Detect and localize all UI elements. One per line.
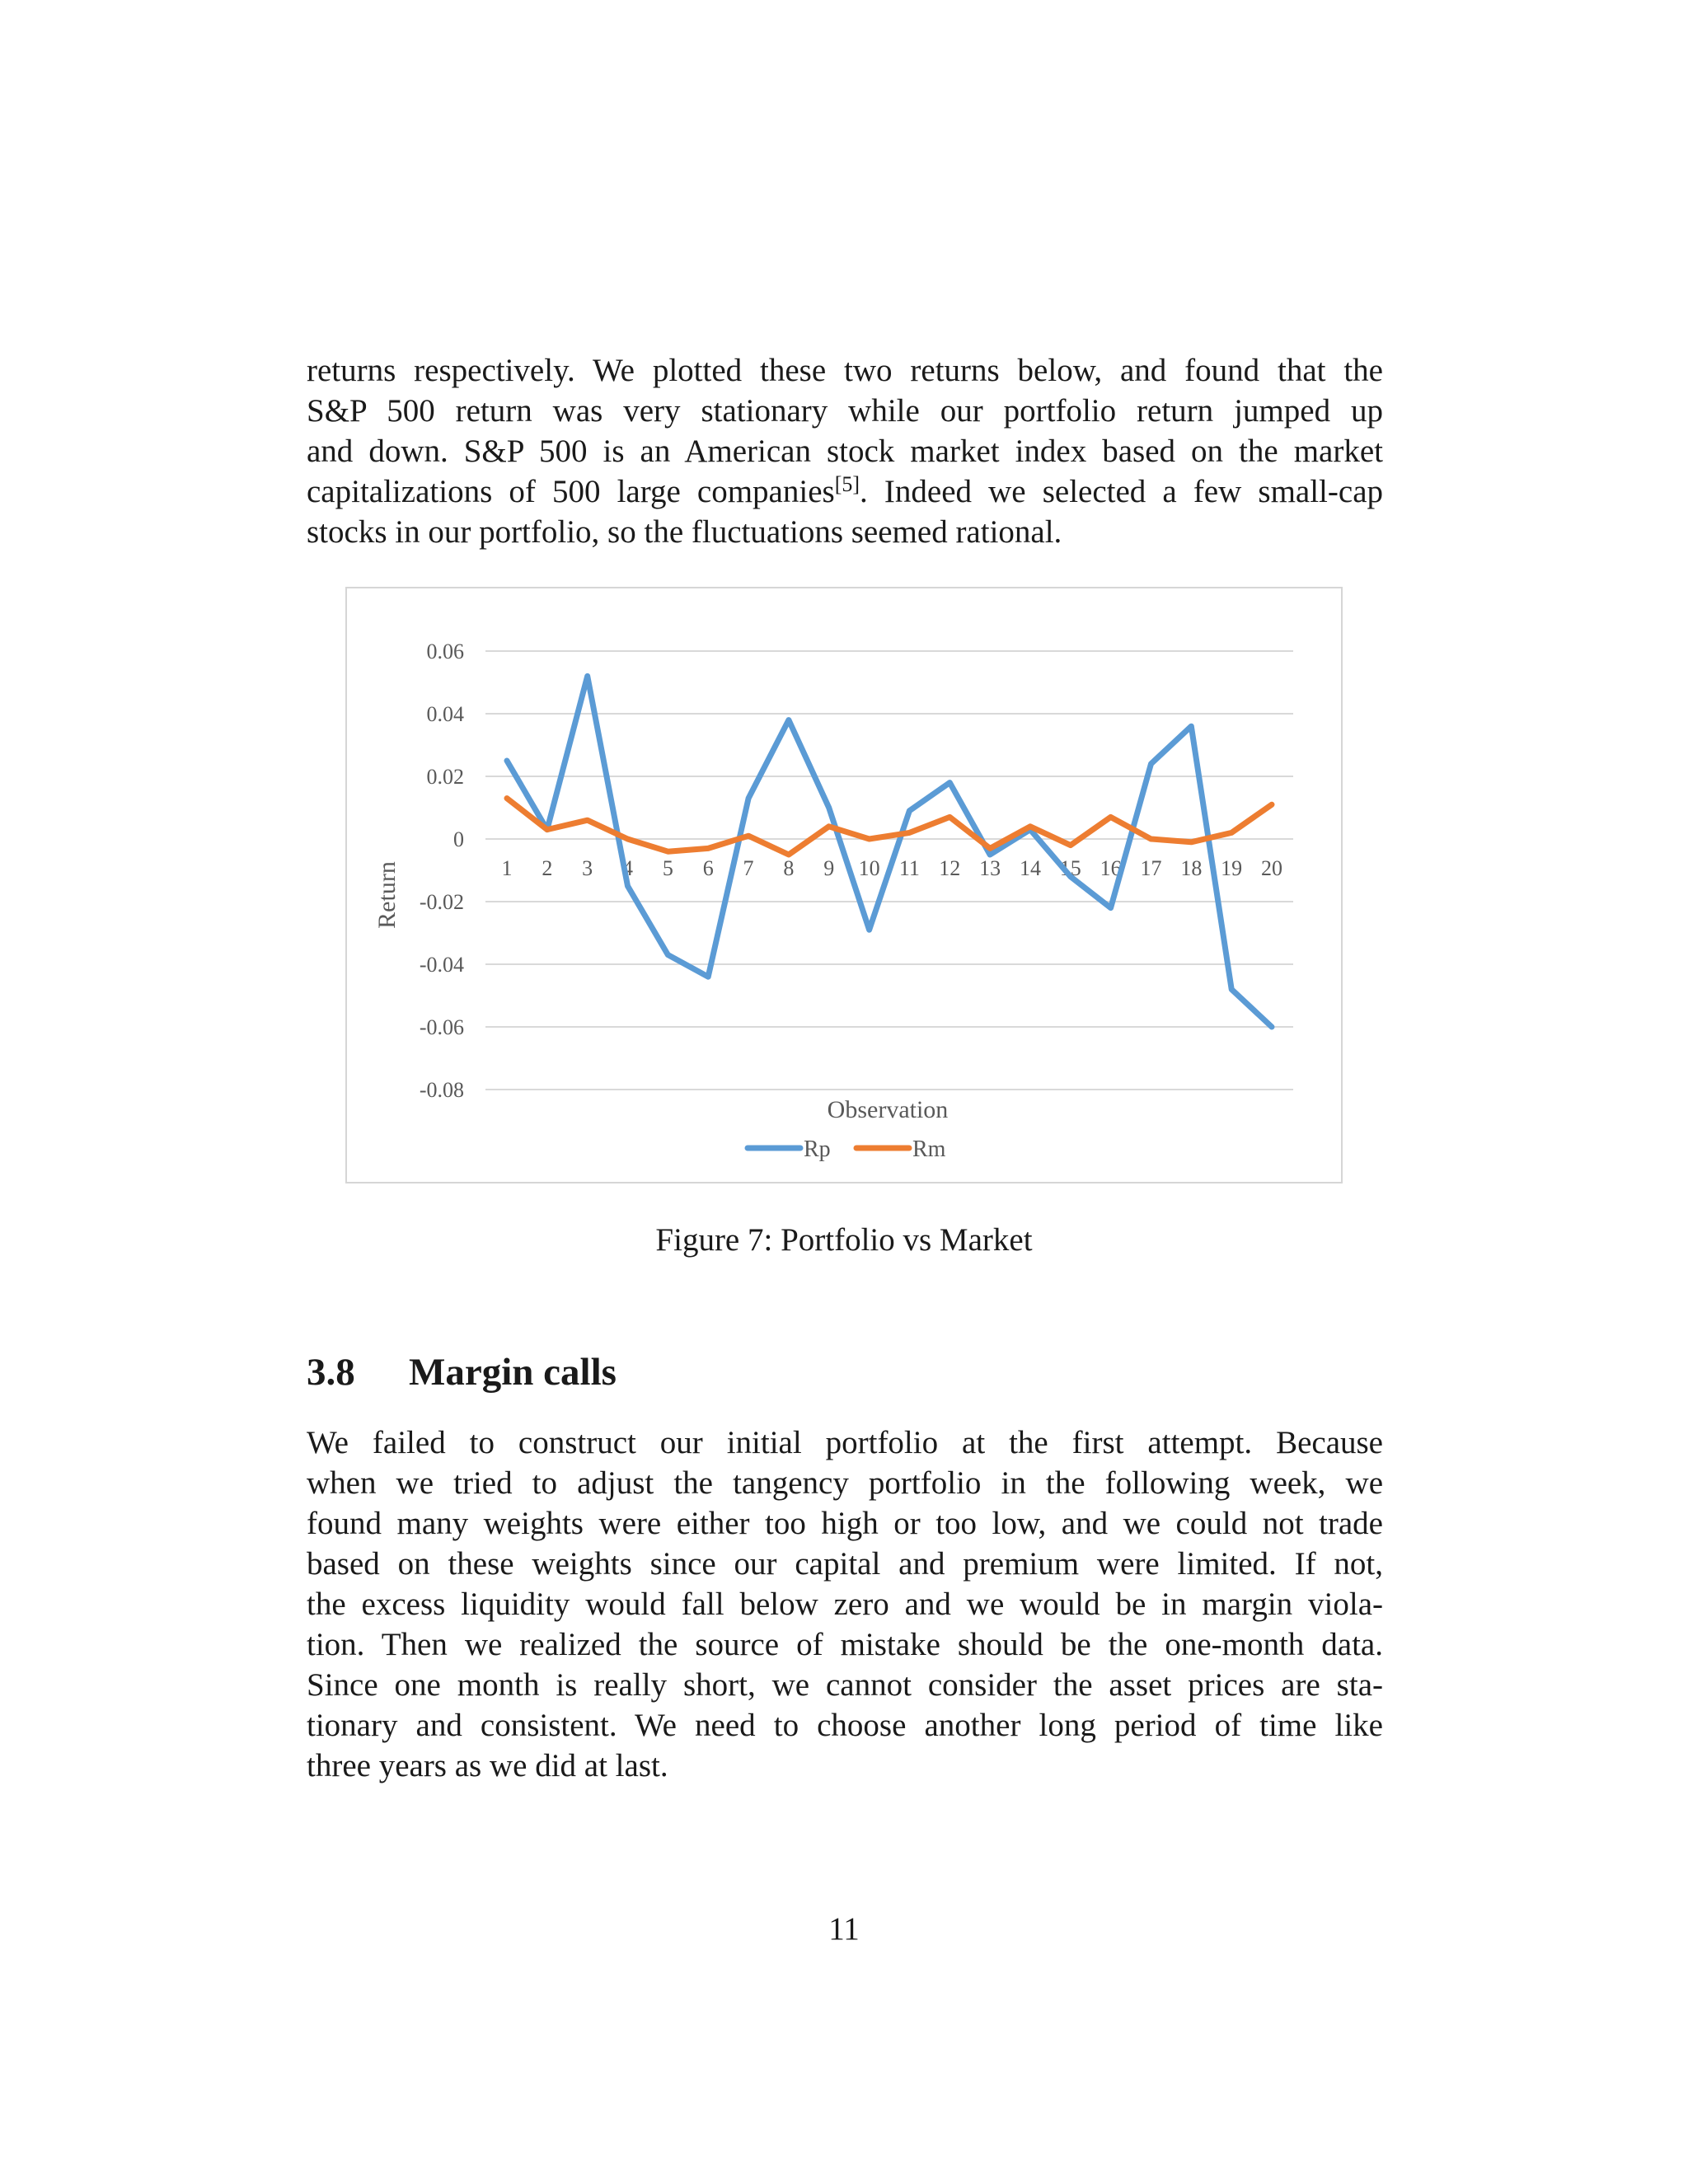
figure-caption: Figure 7: Portfolio vs Market [655,1222,1033,1258]
x-tick-label: 17 [1140,856,1162,880]
paragraph-line: capitalizations of 500 large companies[5]. Indeed we selected a few small-cap [307,472,1383,509]
paragraph-line: the excess liquidity would fall below zero and we would be in margin viola- [307,1586,1383,1622]
paragraph-line: when we tried to adjust the tangency portfolio in the following week, we [307,1465,1383,1501]
x-tick-label: 5 [662,856,673,880]
x-tick-label: 19 [1221,856,1243,880]
paragraph-intro [307,350,1383,552]
legend-label-rm: Rm [912,1137,946,1162]
x-tick-label: 8 [783,856,795,880]
y-tick-label: 0.04 [426,702,464,726]
paragraph-line: We failed to construct our initial portfolio at the first attempt. Because [307,1425,1383,1460]
legend-label-rp: Rp [804,1137,831,1162]
paragraph-margin-calls [307,1422,1383,1786]
paragraph-line: tionary and consistent. We need to choose another long period of time like [307,1708,1383,1743]
x-tick-label: 9 [823,856,835,880]
y-tick-label: 0.06 [426,640,464,663]
x-tick-label: 15 [1059,856,1081,880]
x-tick-label: 6 [702,856,714,880]
y-axis-title: Return [373,861,401,929]
x-tick-label: 18 [1180,856,1203,880]
y-tick-label: -0.04 [419,953,464,977]
x-tick-label: 10 [858,856,880,880]
y-tick-label: 0 [453,827,464,851]
paragraph-line: based on these weights since our capital and premium were limited. If not, [307,1546,1383,1582]
x-tick-label: 12 [939,856,961,880]
x-axis-title: Observation [827,1096,949,1123]
section-heading [307,1350,617,1394]
x-tick-label: 13 [979,856,1001,880]
y-tick-label: -0.02 [419,890,464,914]
y-tick-label: -0.08 [419,1078,464,1102]
x-tick-label: 16 [1100,856,1122,880]
paragraph-line: three years as we did at last. [307,1748,668,1783]
section-number: 3.8 [307,1351,355,1394]
series-line-rp [507,676,1272,1027]
y-tick-label: -0.06 [419,1015,464,1039]
x-tick-label: 4 [622,856,634,880]
x-tick-label: 11 [898,856,920,880]
section-title: Margin calls [409,1351,617,1394]
paragraph-line: tion. Then we realized the source of mistake should be the one-month data. [307,1627,1383,1662]
y-tick-label: 0.02 [426,765,464,789]
page-number: 11 [828,1911,860,1947]
citation-ref[interactable]: [5] [834,472,860,496]
line-chart [347,588,1344,1185]
paragraph-line: returns respectively. We plotted these two returns below, and found that the [307,353,1383,388]
x-tick-label: 7 [743,856,754,880]
paragraph-line: Since one month is really short, we cannot consider the asset prices are sta- [307,1667,1383,1703]
x-tick-label: 3 [582,856,593,880]
figure-chart [345,587,1343,1183]
x-tick-label: 2 [542,856,553,880]
paragraph-line: found many weights were either too high or too low, and we could not trade [307,1506,1383,1541]
x-tick-label: 1 [501,856,513,880]
x-tick-label: 20 [1261,856,1282,880]
paragraph-line: S&P 500 return was very stationary while our portfolio return jumped up [307,393,1383,429]
paragraph-line: and down. S&P 500 is an American stock market index based on the market [307,434,1383,469]
x-tick-label: 14 [1019,856,1041,880]
paragraph-line: stocks in our portfolio, so the fluctuations seemed rational. [307,514,1062,550]
